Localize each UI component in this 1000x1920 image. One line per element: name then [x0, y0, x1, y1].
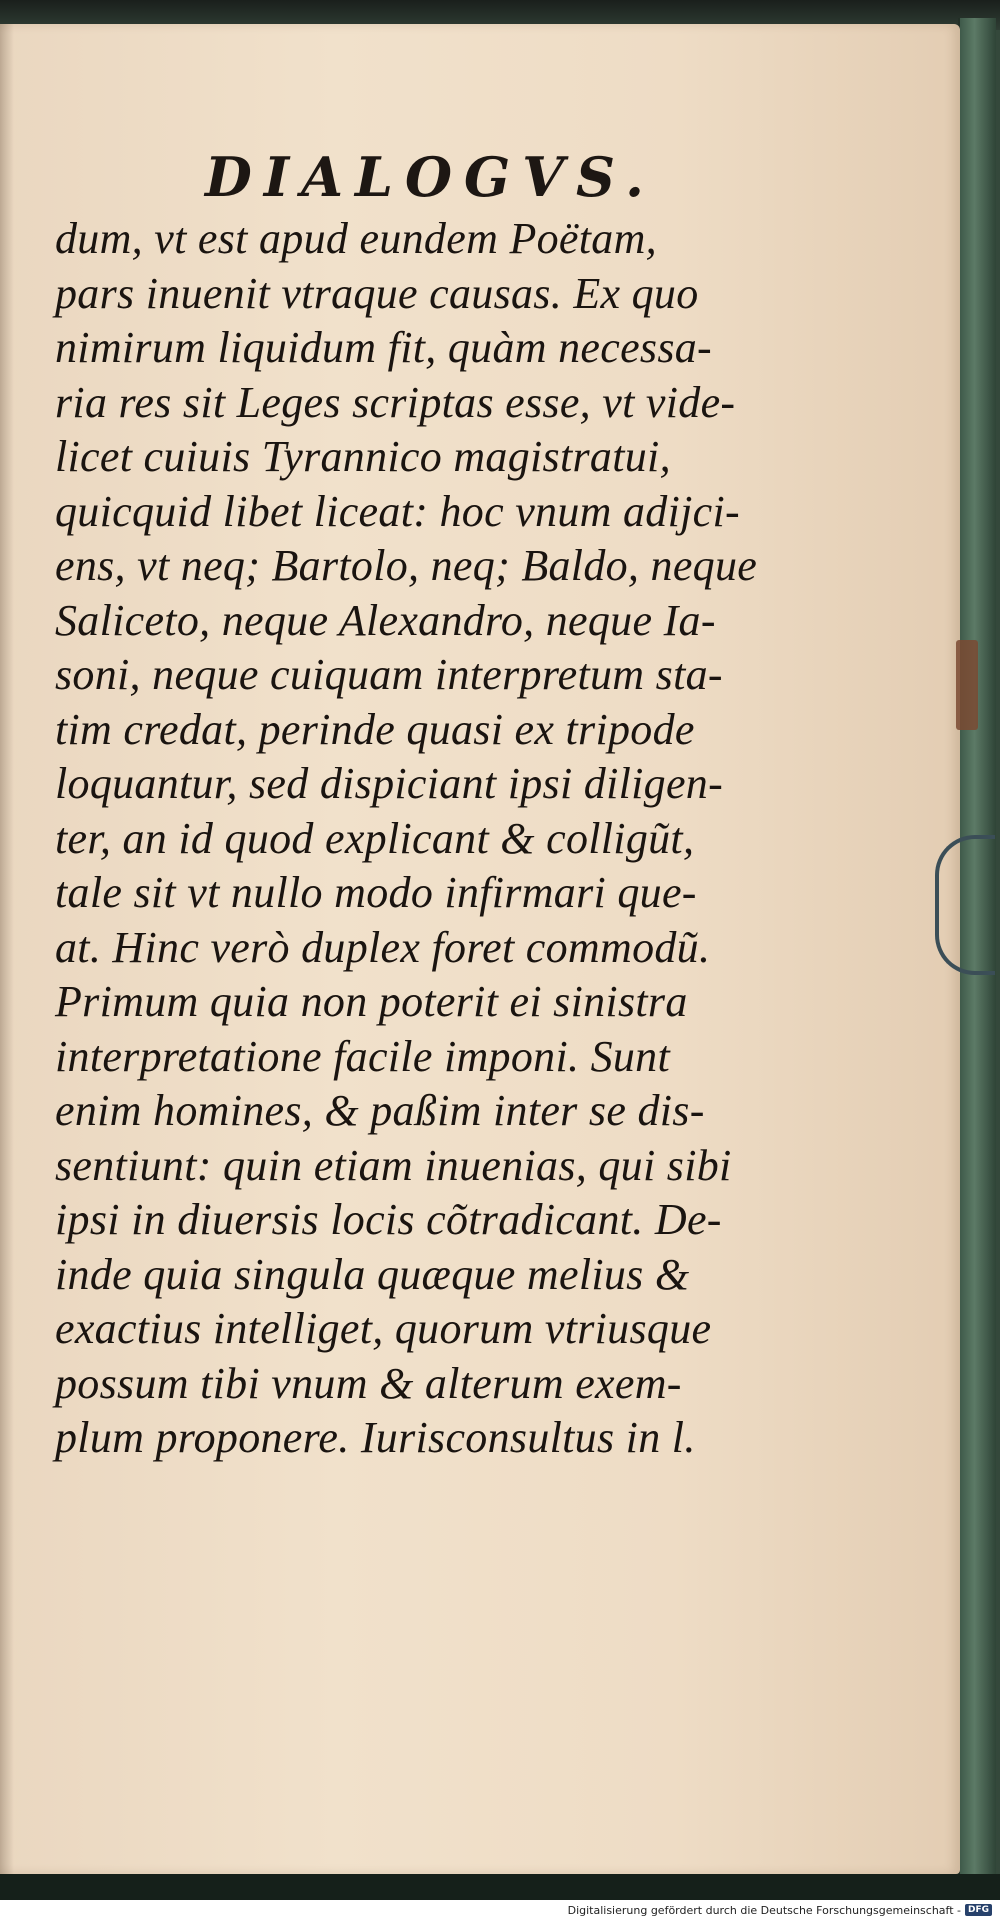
text-line: enim homines, & paßim inter se dis-	[55, 1086, 705, 1135]
text-line: ria res sit Leges scriptas esse, vt vide-	[55, 377, 736, 427]
text-line: interpretatione facile imponi. Sunt	[55, 1031, 671, 1081]
running-head: DIALOGVS.	[205, 145, 656, 209]
text-line: loquantur, sed dispiciant ipsi diligen-	[55, 759, 724, 808]
text-line: sentiunt: quin etiam inuenias, qui sibi	[55, 1140, 732, 1190]
text-line: plum proponere. Iurisconsultus in l.	[55, 1413, 696, 1462]
text-line: ens, vt neq; Bartolo, neq; Baldo, neque	[55, 541, 758, 590]
text-line: licet cuiuis Tyrannico magistratui,	[55, 432, 671, 481]
footer-credit: Digitalisierung gefördert durch die Deutsche Forschungsgemeinschaft -	[567, 1903, 961, 1917]
text-line: inde quia singula quæque melius &	[55, 1249, 690, 1299]
text-line: soni, neque cuiquam interpretum sta-	[55, 650, 723, 699]
clasp-pin	[956, 640, 978, 730]
text-line: tale sit vt nullo modo infirmari que-	[55, 868, 697, 917]
page-text	[55, 212, 905, 1466]
spine-shadow	[0, 24, 14, 1874]
text-line: ter, an id quod explicant & colligũt,	[55, 813, 695, 863]
text-line: quicquid libet liceat: hoc vnum adijci-	[55, 486, 740, 536]
text-line: exactius intelliget, quorum vtriusque	[55, 1304, 712, 1353]
text-line: pars inuenit vtraque causas. Ex quo	[55, 268, 699, 318]
digitization-footer	[0, 1900, 1000, 1920]
text-line: ipsi in diuersis locis cõtradicant. De-	[55, 1195, 722, 1244]
text-line: possum tibi vnum & alterum exem-	[55, 1358, 682, 1408]
scan-bottom-band	[0, 1874, 1000, 1900]
dfg-logo-icon: DFG	[965, 1904, 992, 1916]
text-line: nimirum liquidum fit, quàm necessa-	[55, 323, 713, 372]
text-line: tim credat, perinde quasi ex tripode	[55, 704, 695, 754]
text-line: at. Hinc verò duplex foret commodũ.	[55, 922, 711, 972]
text-line: dum, vt est apud eundem Poëtam,	[55, 214, 657, 263]
text-line: Saliceto, neque Alexandro, neque Ia-	[55, 595, 716, 645]
text-line: Primum quia non poterit ei sinistra	[55, 977, 688, 1026]
clasp-ring	[935, 835, 995, 975]
